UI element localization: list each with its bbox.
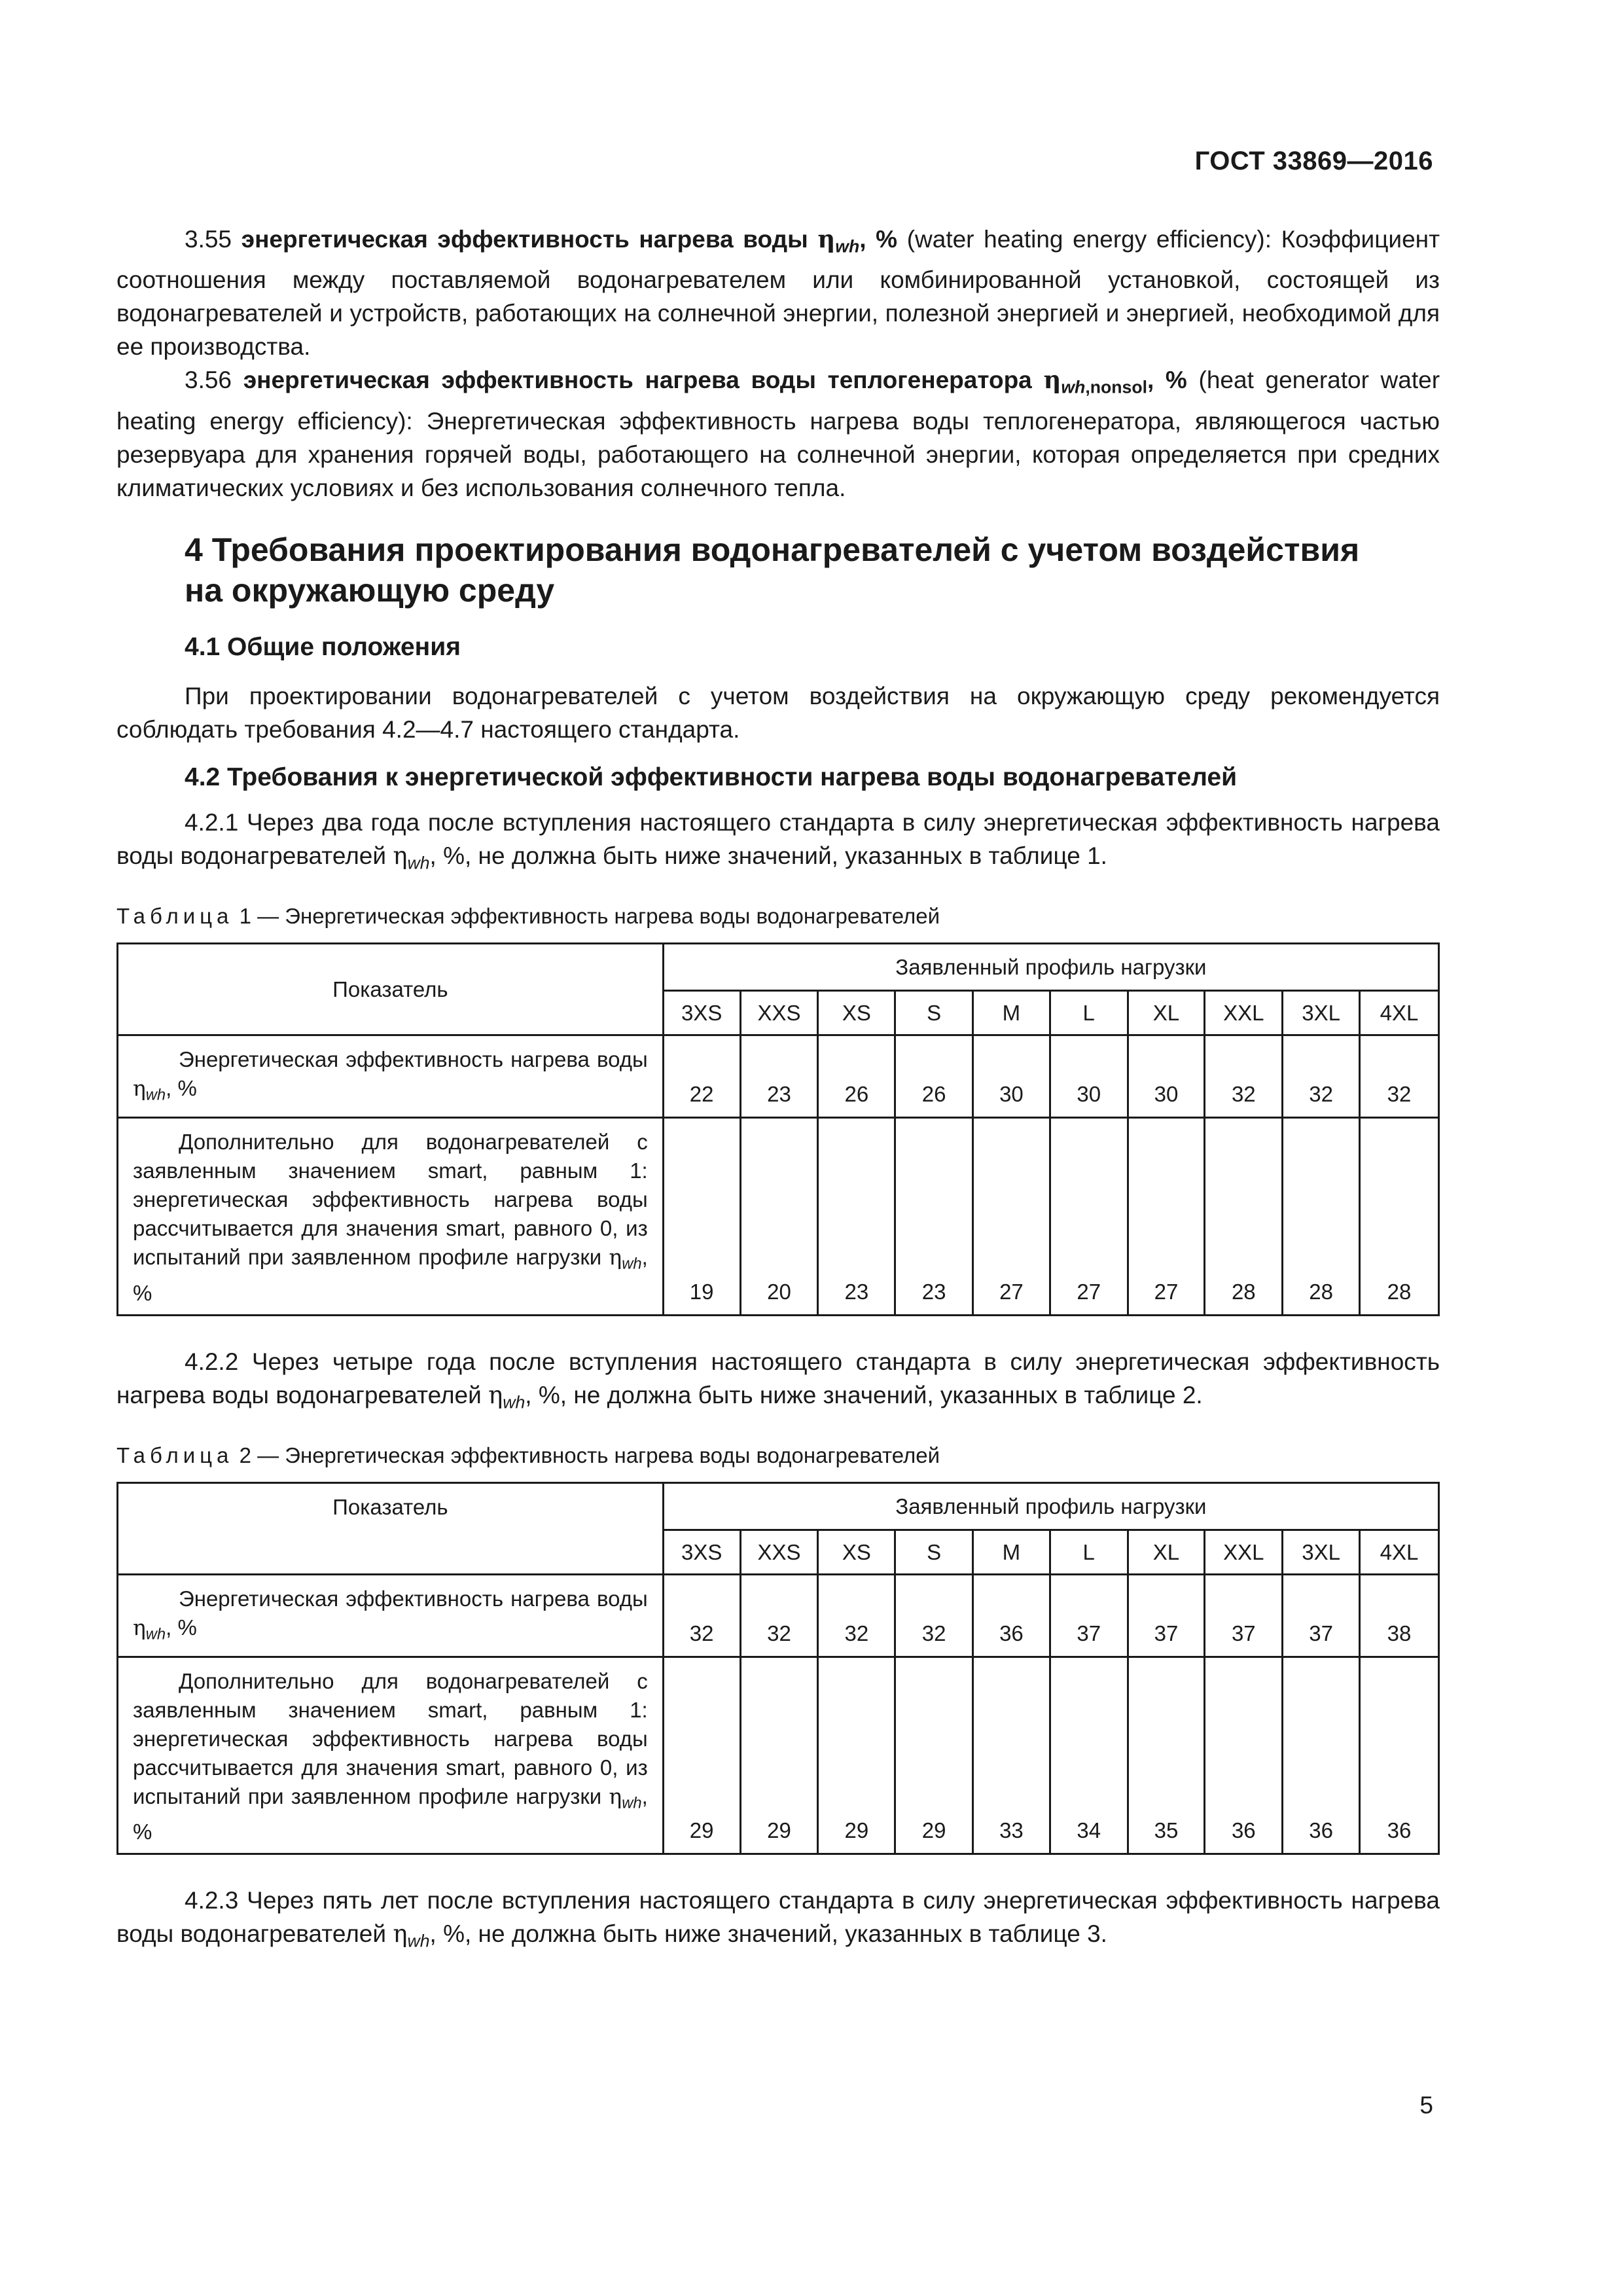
value-cell: 28 (1360, 1118, 1439, 1316)
value-cell: 34 (1050, 1657, 1128, 1854)
value-cell: 23 (818, 1118, 895, 1316)
row-label-text: Дополнительно для водонагревателей с заявленным значением smart, равным 1: энергетическая эффективность нагрева воды рассчитывается для значения smart, равного 0, из испытаний при заявленном профиле нагрузки (133, 1130, 648, 1269)
caption-text: 2 — Энергетическая эффективность нагрева воды водонагревателей (239, 1443, 940, 1468)
row-label-text: Энергетическая эффективность нагрева воды (179, 1587, 648, 1611)
value-cell: 32 (1360, 1035, 1439, 1118)
paragraph-4-2-2 (116, 1345, 1440, 1419)
value-cell: 36 (1283, 1657, 1360, 1854)
profile-cell: 3XS (663, 1530, 740, 1575)
row-label-efficiency (118, 1035, 664, 1118)
eta-subscript: wh (835, 236, 860, 257)
value-cell: 27 (1050, 1118, 1128, 1316)
row-unit: , % (166, 1615, 197, 1640)
table-2 (116, 1482, 1440, 1855)
profile-cell: 4XL (1360, 991, 1439, 1035)
value-cell: 32 (740, 1575, 818, 1657)
eta-symbol: η (1043, 365, 1061, 395)
value-cell: 28 (1205, 1118, 1283, 1316)
value-cell: 27 (973, 1118, 1050, 1316)
table-2-caption (116, 1441, 1440, 1470)
profile-cell: 3XS (663, 991, 740, 1035)
paragraph-text-end: , %, не должна быть ниже значений, указанных в таблице 2. (525, 1381, 1203, 1408)
term-name: энергетическая эффективность нагрева воды (241, 226, 808, 253)
header-profile: Заявленный профиль нагрузки (663, 944, 1438, 991)
paragraph-text: 4.2.2 Через четыре года после вступления настоящего стандарта в силу энергетическая эффективность нагрева воды водонагревателей (116, 1348, 1440, 1408)
section-4-1-text: При проектировании водонагревателей с учетом воздействия на окружающую среду рекомендуется соблюдать требования 4.2—4.7 настоящего стандарта. (116, 682, 1440, 743)
value-cell: 38 (1360, 1575, 1439, 1657)
profile-cell: S (895, 991, 973, 1035)
eta-symbol: η (609, 1244, 622, 1270)
term-definition: Коэффициент соотношения между поставляемой водонагревателем или комбинированной установкой, состоящей из водонагревателей и устройств, работающих на солнечной энергии, полезной энергией и энергией, необходимой для ее производства. (116, 226, 1440, 361)
profile-cell: XS (818, 991, 895, 1035)
term-english: (water heating energy efficiency): (906, 226, 1272, 253)
term-3-56 (116, 363, 1440, 504)
profile-cell: XXL (1205, 991, 1283, 1035)
value-cell: 32 (663, 1575, 740, 1657)
paragraph-text-end: , %, не должна быть ниже значений, указанных в таблице 3. (429, 1920, 1107, 1948)
header-indicator: Показатель (118, 944, 664, 1035)
row-label-text: Энергетическая эффективность нагрева воды (179, 1047, 648, 1072)
paragraph-4-2-1 (116, 806, 1440, 880)
value-cell: 30 (1050, 1035, 1128, 1118)
value-cell: 30 (973, 1035, 1050, 1118)
row-unit: , % (133, 1784, 648, 1844)
section-4-heading: 4 Требования проектирования водонагревателей с учетом воздействия на окружающую среду (185, 531, 1360, 609)
profile-cell: XXL (1205, 1530, 1283, 1575)
value-cell: 22 (663, 1035, 740, 1118)
value-cell: 32 (818, 1575, 895, 1657)
value-cell: 27 (1128, 1118, 1205, 1316)
value-cell: 23 (740, 1035, 818, 1118)
paragraph-text: 4.2.3 Через пять лет после вступления настоящего стандарта в силу энергетическая эффективность нагрева воды водонагревателей (116, 1887, 1440, 1948)
profile-cell: 3XL (1283, 991, 1360, 1035)
profile-cell: S (895, 1530, 973, 1575)
eta-subscript: wh (145, 1086, 166, 1104)
term-title (241, 224, 898, 257)
value-cell: 36 (1205, 1657, 1283, 1854)
eta-subscript: wh (622, 1255, 642, 1273)
section-4-2-heading: 4.2 Требования к энергетической эффективности нагрева воды водонагревателей (185, 762, 1238, 791)
header-indicator: Показатель (118, 1483, 664, 1575)
paragraph-text: 4.2.1 Через два года после вступления настоящего стандарта в силу энергетическая эффективность нагрева воды водонагревателей (116, 808, 1440, 869)
term-number: 3.55 (185, 226, 232, 253)
profile-cell: XL (1128, 1530, 1205, 1575)
eta-subscript-nonsol: ,nonsol (1085, 377, 1147, 397)
value-cell: 36 (1360, 1657, 1439, 1854)
caption-prefix: Таблица (116, 1443, 234, 1468)
value-cell: 29 (818, 1657, 895, 1854)
value-cell: 32 (895, 1575, 973, 1657)
value-cell: 37 (1283, 1575, 1360, 1657)
value-cell: 29 (663, 1657, 740, 1854)
value-cell: 36 (973, 1575, 1050, 1657)
eta-symbol: η (609, 1783, 622, 1809)
value-cell: 28 (1283, 1118, 1360, 1316)
eta-subscript: wh (407, 853, 430, 873)
section-4-1-heading: 4.1 Общие положения (185, 632, 461, 661)
term-unit: , % (859, 226, 898, 253)
value-cell: 29 (895, 1657, 973, 1854)
eta-symbol: η (817, 224, 836, 253)
eta-subscript: wh (1061, 377, 1086, 397)
value-cell: 29 (740, 1657, 818, 1854)
value-cell: 26 (895, 1035, 973, 1118)
row-unit: , % (166, 1076, 197, 1101)
header-profile: Заявленный профиль нагрузки (663, 1483, 1438, 1530)
row-label-efficiency (118, 1575, 664, 1657)
profile-cell: M (973, 1530, 1050, 1575)
eta-subscript: wh (503, 1392, 526, 1412)
page-number: 5 (1419, 2092, 1433, 2119)
caption-text: 1 — Энергетическая эффективность нагрева воды водонагревателей (239, 904, 940, 929)
term-unit: , % (1147, 367, 1187, 394)
term-name: энергетическая эффективность нагрева воды теплогенератора (243, 367, 1032, 394)
profile-cell: L (1050, 1530, 1128, 1575)
row-label-smart (118, 1118, 664, 1316)
term-title (243, 365, 1187, 397)
paragraph-4-2-3 (116, 1884, 1440, 1958)
value-cell: 37 (1050, 1575, 1128, 1657)
value-cell: 37 (1205, 1575, 1283, 1657)
profile-cell: XL (1128, 991, 1205, 1035)
eta-symbol: η (133, 1075, 146, 1102)
profile-cell: XXS (740, 1530, 818, 1575)
caption-prefix: Таблица (116, 904, 234, 929)
row-label-smart (118, 1657, 664, 1854)
value-cell: 37 (1128, 1575, 1205, 1657)
profile-cell: M (973, 991, 1050, 1035)
standard-number: ГОСТ 33869—2016 (1194, 147, 1433, 175)
eta-symbol: η (393, 841, 408, 870)
value-cell: 19 (663, 1118, 740, 1316)
profile-cell: XS (818, 1530, 895, 1575)
value-cell: 35 (1128, 1657, 1205, 1854)
table-1 (116, 942, 1440, 1316)
term-3-55 (116, 223, 1440, 363)
value-cell: 23 (895, 1118, 973, 1316)
term-english: (heat generator water heating energy efficiency): (116, 367, 1440, 435)
eta-subscript: wh (145, 1625, 166, 1643)
profile-cell: 4XL (1360, 1530, 1439, 1575)
eta-symbol: η (393, 1920, 408, 1948)
value-cell: 32 (1205, 1035, 1283, 1118)
paragraph-text-end: , %, не должна быть ниже значений, указанных в таблице 1. (429, 842, 1107, 869)
eta-symbol: η (488, 1380, 503, 1409)
value-cell: 20 (740, 1118, 818, 1316)
table-1-caption (116, 902, 1440, 931)
row-unit: , % (133, 1245, 648, 1305)
value-cell: 26 (818, 1035, 895, 1118)
value-cell: 32 (1283, 1035, 1360, 1118)
row-label-text: Дополнительно для водонагревателей с заявленным значением smart, равным 1: энергетическая эффективность нагрева воды рассчитывается для значения smart, равного 0, из испытаний при заявленном профиле нагрузки (133, 1668, 648, 1808)
eta-subscript: wh (407, 1931, 430, 1951)
eta-symbol: η (133, 1615, 146, 1641)
eta-subscript: wh (622, 1794, 642, 1812)
value-cell: 33 (973, 1657, 1050, 1854)
value-cell: 30 (1128, 1035, 1205, 1118)
profile-cell: L (1050, 991, 1128, 1035)
term-number: 3.56 (185, 367, 232, 394)
term-definition: Энергетическая эффективность нагрева воды теплогенератора, являющегося частью резервуара для хранения горячей воды, работающего на солнечной энергии, которая определяется при средних климатических условиях и без использования солнечного тепла. (116, 407, 1440, 501)
profile-cell: XXS (740, 991, 818, 1035)
page-content (116, 223, 1440, 1958)
profile-cell: 3XL (1283, 1530, 1360, 1575)
